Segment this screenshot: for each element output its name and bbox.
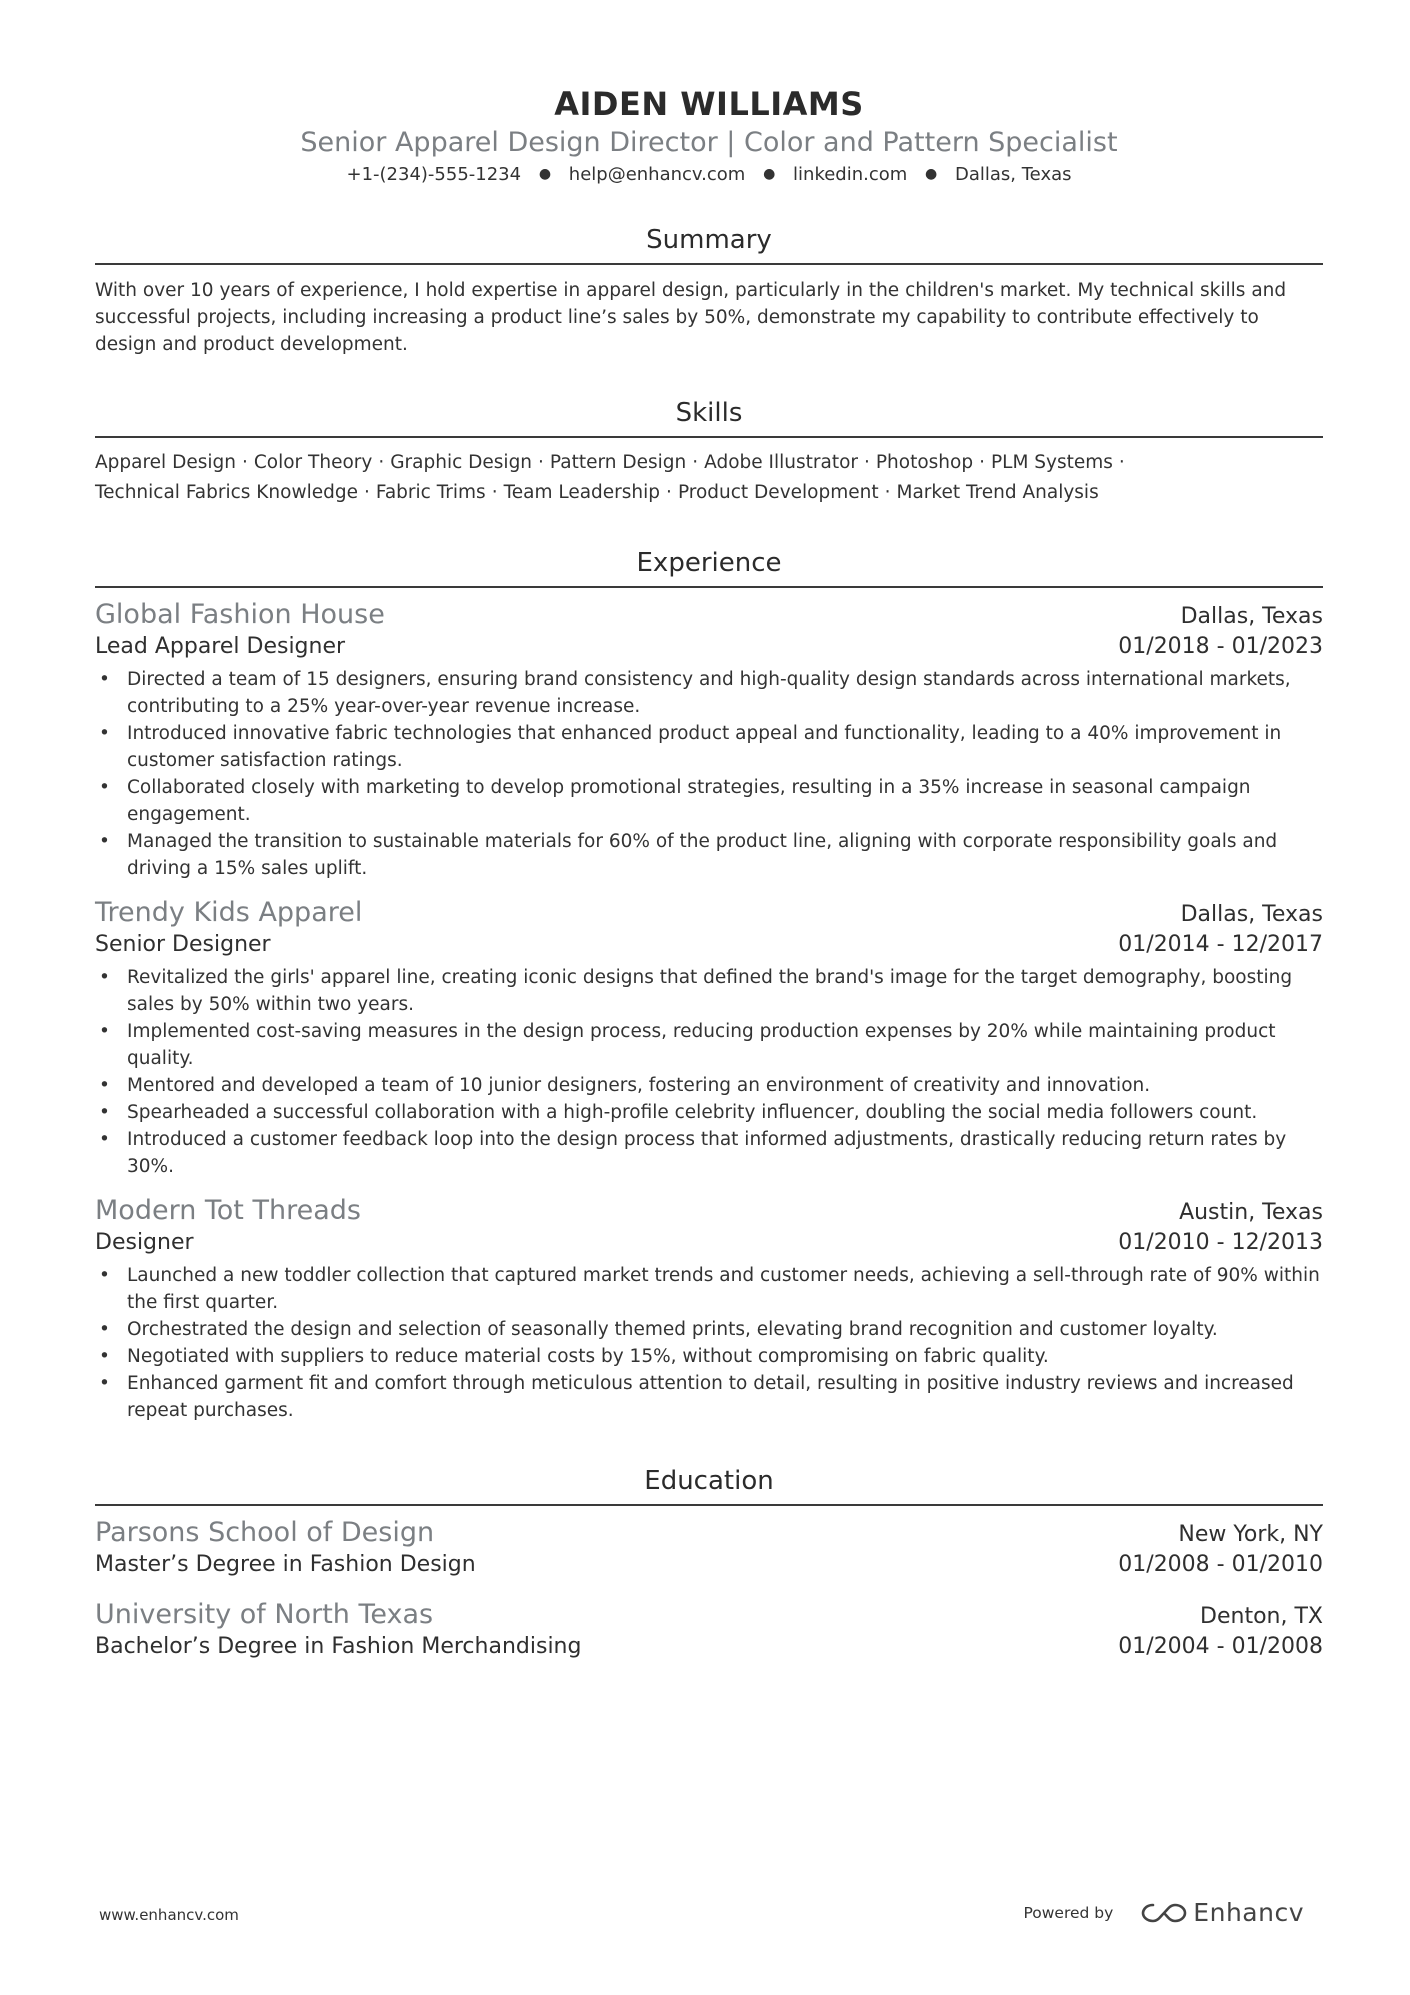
experience-header-row: [95, 896, 1323, 930]
skill-separator: ·: [378, 452, 385, 473]
candidate-headline: Senior Apparel Design Director | Color and Pattern Specialist: [300, 127, 1118, 158]
degree-name: Master’s Degree in Fashion Design: [95, 1552, 476, 1577]
skill-item: Apparel Design: [95, 452, 236, 473]
bullet-item: • Introduced innovative fabric technologies that enhanced product appeal and functionality, leading to a 40% improvement in customer satisfaction ratings.: [95, 720, 1323, 774]
experience-role-row: [95, 1228, 1323, 1258]
separator-dot: ●: [925, 166, 938, 182]
bullet-item: • Introduced a customer feedback loop into the design process that informed adjustments, drastically reducing return rates by 30%.: [95, 1126, 1323, 1180]
degree-name: Bachelor’s Degree in Fashion Merchandising: [95, 1634, 582, 1659]
education-header-row: [95, 1516, 1323, 1550]
company-name: Modern Tot Threads: [95, 1195, 361, 1226]
skill-item: Photoshop: [875, 452, 974, 473]
job-dates: 01/2010 - 12/2013: [1118, 1230, 1323, 1255]
education-entry: [95, 1516, 1323, 1580]
job-dates: 01/2014 - 12/2017: [1118, 932, 1323, 957]
skill-item: Technical Fabrics Knowledge: [95, 482, 358, 503]
skill-item: Product Development: [677, 482, 879, 503]
bullet-item: • Managed the transition to sustainable materials for 60% of the product line, aligning with corporate responsibility goals and driving a 15% sales uplift.: [95, 828, 1323, 882]
bullet-item: • Mentored and developed a team of 10 junior designers, fostering an environment of creativity and innovation.: [95, 1072, 1323, 1099]
experience-role-row: [95, 632, 1323, 662]
separator-dot: ●: [538, 166, 552, 182]
skill-item: Market Trend Analysis: [896, 482, 1099, 503]
skills-section: [95, 396, 1323, 508]
separator-dot: ●: [763, 166, 776, 182]
bullet-item: • Spearheaded a successful collaboration with a high-profile celebrity influencer, doubling the social media followers count.: [95, 1099, 1323, 1126]
skill-separator: ·: [1118, 452, 1125, 473]
company-name: Global Fashion House: [95, 599, 385, 630]
bullet-item: • Orchestrated the design and selection of seasonally themed prints, elevating brand recognition and customer loyalty.: [95, 1316, 1323, 1343]
education-dates: 01/2008 - 01/2010: [1118, 1552, 1323, 1577]
bullet-item: • Revitalized the girls' apparel line, creating iconic designs that defined the brand's image for the target demography, boosting sales by 50% within two years.: [95, 964, 1323, 1018]
company-name: Trendy Kids Apparel: [95, 897, 363, 928]
school-location: Denton, TX: [1200, 1604, 1323, 1629]
skill-item: Fabric Trims: [375, 482, 486, 503]
job-bullets: [95, 666, 1323, 882]
education-degree-row: [95, 1550, 1323, 1580]
skill-separator: ·: [363, 482, 370, 503]
powered-by-label: Powered by: [1023, 1903, 1114, 1922]
footer-brand: [1023, 1898, 1304, 1927]
skill-item: Color Theory: [253, 452, 373, 473]
bullet-item: • Directed a team of 15 designers, ensuring brand consistency and high-quality design standards across international markets, contributing to a 25% year-over-year revenue increase.: [95, 666, 1323, 720]
job-bullets: [95, 1262, 1323, 1424]
experience-entry: [95, 1194, 1323, 1424]
experience-entry: [95, 598, 1323, 882]
job-location: Dallas, Texas: [1180, 604, 1323, 629]
education-header-row: [95, 1598, 1323, 1632]
skill-separator: ·: [884, 482, 891, 503]
section-title-summary: Summary: [95, 223, 1323, 265]
section-title-education: Education: [95, 1464, 1323, 1506]
job-dates: 01/2018 - 01/2023: [1118, 634, 1323, 659]
bullet-item: • Enhanced garment fit and comfort through meticulous attention to detail, resulting in positive industry reviews and increased repeat purchases.: [95, 1370, 1323, 1424]
enhancv-logo[interactable]: [1141, 1898, 1304, 1927]
experience-header-row: [95, 1194, 1323, 1228]
contact-email[interactable]: help@enhancv.com: [568, 164, 746, 185]
skill-item: Team Leadership: [503, 482, 661, 503]
resume-page: [95, 0, 1323, 1662]
experience-header-row: [95, 598, 1323, 632]
experience-list: [95, 598, 1323, 1424]
brand-name: Enhancv: [1193, 1898, 1304, 1927]
job-location: Austin, Texas: [1179, 1200, 1323, 1225]
contact-location: Dallas, Texas: [955, 164, 1072, 185]
bullet-item: • Implemented cost-saving measures in the design process, reducing production expenses by 20% while maintaining product quality.: [95, 1018, 1323, 1072]
candidate-name: AIDEN WILLIAMS: [554, 85, 864, 123]
summary-text: With over 10 years of experience, I hold expertise in apparel design, particularly in the children's market. My technical skills and successful projects, including increasing a product line’s sales by 50%, demonstrate my capability to contribute effectively to design and product development.: [95, 280, 1287, 355]
contact-phone: +1-(234)-555-1234: [346, 164, 522, 185]
bullet-item: • Launched a new toddler collection that captured market trends and customer needs, achieving a sell-through rate of 90% within the first quarter.: [95, 1262, 1323, 1316]
job-location: Dallas, Texas: [1180, 902, 1323, 927]
section-title-skills: Skills: [95, 396, 1323, 438]
skill-separator: ·: [864, 452, 870, 473]
summary-section: [95, 223, 1323, 358]
contact-linkedin[interactable]: linkedin.com: [793, 164, 908, 185]
school-name: University of North Texas: [95, 1599, 434, 1630]
contact-line: [95, 162, 1323, 189]
skills-line: [95, 448, 1323, 478]
job-title: Designer: [95, 1230, 194, 1255]
skill-item: Adobe Illustrator: [704, 452, 858, 473]
skills-line: [95, 478, 1323, 508]
skill-separator: ·: [491, 482, 498, 503]
footer-url[interactable]: www.enhancv.com: [99, 1906, 239, 1924]
experience-entry: [95, 896, 1323, 1180]
school-name: Parsons School of Design: [95, 1517, 435, 1548]
experience-role-row: [95, 930, 1323, 960]
skill-separator: ·: [666, 482, 672, 503]
experience-section: [95, 546, 1323, 1424]
resume-header: [95, 0, 1323, 189]
skill-separator: ·: [241, 452, 248, 473]
enhancv-logo-icon: [1141, 1901, 1187, 1925]
bullet-item: • Negotiated with suppliers to reduce material costs by 15%, without compromising on fabric quality.: [95, 1343, 1323, 1370]
skill-item: PLM Systems: [990, 452, 1113, 473]
education-dates: 01/2004 - 01/2008: [1118, 1634, 1323, 1659]
bullet-item: • Collaborated closely with marketing to develop promotional strategies, resulting in a 35% increase in seasonal campaign engagement.: [95, 774, 1323, 828]
skill-item: Pattern Design: [549, 452, 687, 473]
education-section: [95, 1464, 1323, 1662]
skill-separator: ·: [979, 452, 985, 473]
skill-item: Graphic Design: [390, 452, 533, 473]
education-degree-row: [95, 1632, 1323, 1662]
job-title: Lead Apparel Designer: [95, 634, 346, 659]
job-title: Senior Designer: [95, 932, 271, 957]
education-list: [95, 1516, 1323, 1662]
job-bullets: [95, 964, 1323, 1180]
school-location: New York, NY: [1178, 1522, 1323, 1547]
section-title-experience: Experience: [95, 546, 1323, 588]
education-entry: [95, 1598, 1323, 1662]
skills-list: [95, 448, 1323, 508]
skill-separator: ·: [692, 452, 699, 473]
skill-separator: ·: [538, 452, 544, 473]
